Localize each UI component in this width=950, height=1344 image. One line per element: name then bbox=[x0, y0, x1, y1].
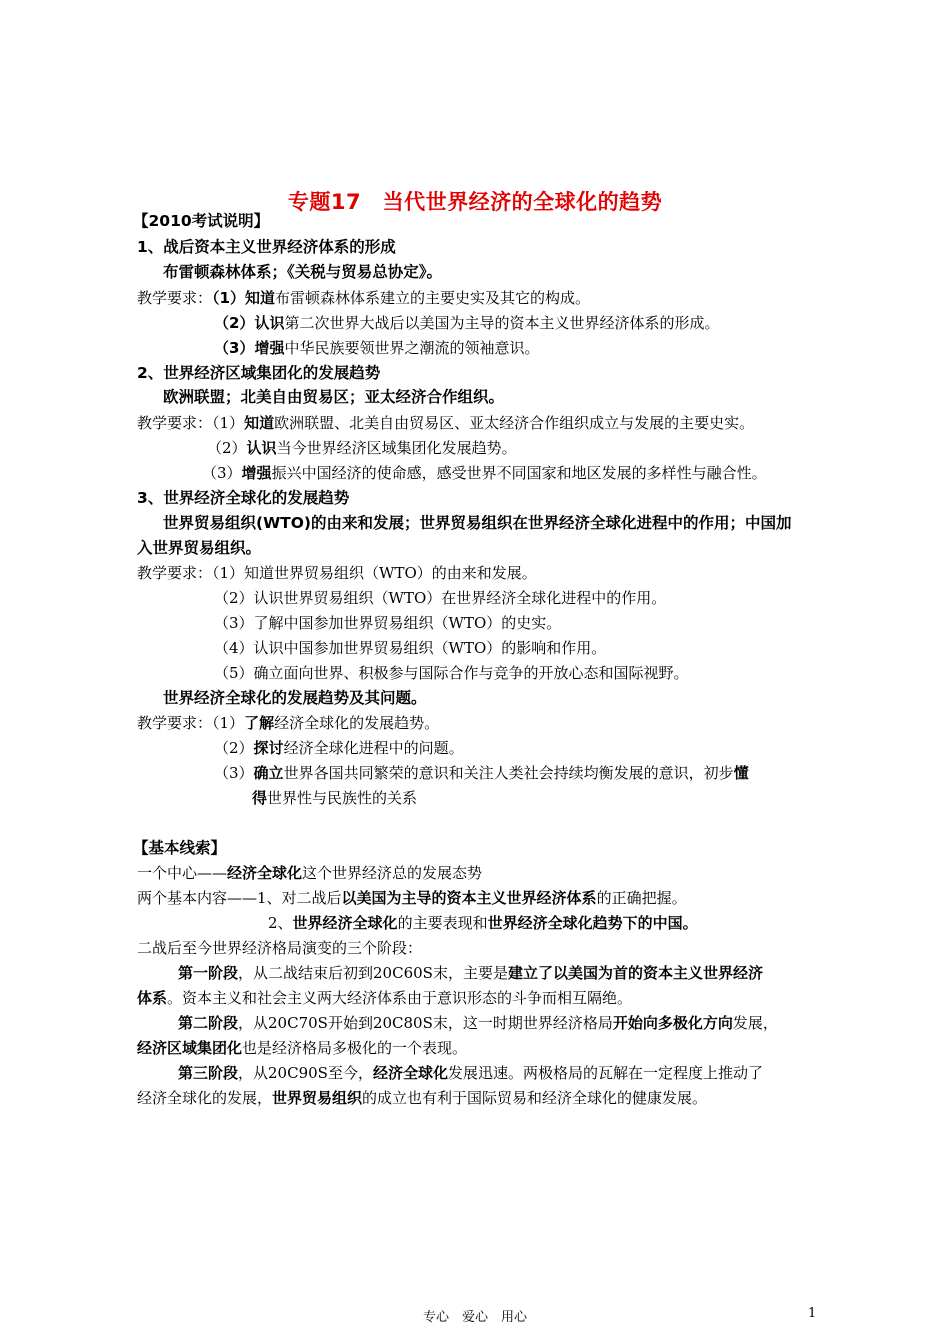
text: ，从二战结束后初到20C60S末，主要是 bbox=[238, 964, 508, 982]
req-verb: 得 bbox=[252, 789, 268, 807]
clue-line-2 bbox=[137, 888, 687, 908]
text: 2、 bbox=[268, 914, 293, 932]
text: 的主要表现和 bbox=[397, 914, 488, 932]
footer-motto: 专心 爱心 用心 bbox=[422, 1310, 527, 1325]
req-text: 经济全球化进程中的问题。 bbox=[283, 739, 464, 757]
req-num: （1） bbox=[212, 414, 245, 432]
section-1-req-3 bbox=[214, 338, 539, 358]
emphasis: 世界经济全球化趋势下的中国。 bbox=[487, 914, 698, 932]
page-number: 1 bbox=[808, 1306, 817, 1321]
emphasis: 经济全球化 bbox=[372, 1064, 448, 1082]
section-3-heading: 3、世界经济全球化的发展趋势 bbox=[137, 489, 350, 507]
req-num: （2） bbox=[214, 314, 255, 332]
emphasis: 开始向多极化方向 bbox=[612, 1014, 733, 1032]
req-verb: 了解 bbox=[244, 714, 275, 732]
section-2-req-2 bbox=[207, 438, 517, 458]
text: 的成立也有利于国际贸易和经济全球化的健康发展。 bbox=[362, 1089, 708, 1107]
section-1-req-2 bbox=[214, 313, 719, 333]
req-verb: 增强 bbox=[241, 464, 272, 482]
req-text: 第二次世界大战后以美国为主导的资本主义世界经济体系的形成。 bbox=[284, 314, 720, 332]
emphasis: 体系 bbox=[137, 989, 168, 1007]
emphasis: 以美国为主导的资本主义世界经济体系 bbox=[341, 889, 597, 907]
emphasis: 世界经济全球化 bbox=[292, 914, 398, 932]
clues-header: 【基本线索】 bbox=[133, 839, 227, 857]
req-num: （1） bbox=[212, 289, 245, 307]
clue-line-3 bbox=[268, 913, 698, 933]
req-label: 教学要求： bbox=[137, 414, 213, 432]
req-num: （2） bbox=[214, 739, 254, 757]
req-label: 教学要求： bbox=[137, 564, 213, 582]
section-3-q-3 bbox=[214, 763, 749, 783]
section-3-req-1 bbox=[137, 563, 537, 583]
emphasis: 第二阶段 bbox=[178, 1014, 239, 1032]
section-3-q-1 bbox=[137, 713, 439, 733]
req-text: 振兴中国经济的使命感，感受世界不同国家和地区发展的多样性与融合性。 bbox=[271, 464, 767, 482]
req-text: 世界各国共同繁荣的意识和关注人类社会持续均衡发展的意识，初步 bbox=[283, 764, 734, 782]
req-verb: 认识 bbox=[254, 314, 285, 332]
section-1-topics: 布雷顿森林体系；《关税与贸易总协定》。 bbox=[163, 263, 443, 281]
text: 的正确把握。 bbox=[596, 889, 687, 907]
req-verb: 知道 bbox=[244, 414, 275, 432]
req-text: 欧洲联盟、北美自由贸易区、亚太经济合作组织成立与发展的主要史实。 bbox=[274, 414, 755, 432]
emphasis: 建立了以美国为首的资本主义世界经济 bbox=[507, 964, 763, 982]
req-verb: 增强 bbox=[254, 339, 285, 357]
section-2-topics: 欧洲联盟；北美自由贸易区；亚太经济合作组织。 bbox=[163, 388, 505, 406]
emphasis: 世界贸易组织 bbox=[272, 1089, 363, 1107]
stage-2-line-1 bbox=[178, 1013, 778, 1033]
text: 这个世界经济总的发展态势 bbox=[302, 864, 483, 882]
text: 发展迅速。两极格局的瓦解在一定程度上推动了 bbox=[447, 1064, 763, 1082]
stage-2-line-2 bbox=[137, 1038, 467, 1058]
text: 。资本主义和社会主义两大经济体系由于意识形态的斗争而相互隔绝。 bbox=[167, 989, 633, 1007]
req-text: 布雷顿森林体系建立的主要史实及其它的构成。 bbox=[274, 289, 590, 307]
section-3-topics-2: 入世界贸易组织。 bbox=[137, 539, 262, 557]
emphasis: 第一阶段 bbox=[178, 964, 239, 982]
req-text: 中华民族要领世界之潮流的领袖意识。 bbox=[284, 339, 540, 357]
section-2-req-3 bbox=[202, 463, 767, 483]
section-3-topics-1: 世界贸易组织(WTO)的由来和发展；世界贸易组织在世界经济全球化进程中的作用；中国加 bbox=[163, 514, 792, 532]
text: ，从20C70S开始到20C80S末，这一时期世界经济格局 bbox=[238, 1014, 613, 1032]
emphasis: 经济全球化 bbox=[227, 864, 303, 882]
req-label: 教学要求： bbox=[137, 289, 213, 307]
req-text: 世界性与民族性的关系 bbox=[267, 789, 418, 807]
clue-line-1 bbox=[137, 863, 482, 883]
req-label: 教学要求： bbox=[137, 714, 213, 732]
req-verb: 懂 bbox=[733, 764, 749, 782]
req-num: （1） bbox=[212, 714, 245, 732]
section-2-req-1 bbox=[137, 413, 754, 433]
text: 两个基本内容——1、对二战后 bbox=[137, 889, 342, 907]
section-3-req-2: （2）认识世界贸易组织（WTO）在世界经济全球化进程中的作用。 bbox=[214, 589, 667, 607]
section-1-req-1 bbox=[137, 288, 590, 308]
req-text: 经济全球化的发展趋势。 bbox=[274, 714, 440, 732]
section-3-q-3-cont bbox=[252, 788, 417, 808]
text: 经济全球化的发展， bbox=[137, 1089, 273, 1107]
stage-1-line-2 bbox=[137, 988, 632, 1008]
section-2-heading: 2、世界经济区域集团化的发展趋势 bbox=[137, 364, 381, 382]
text: 一个中心—— bbox=[137, 864, 228, 882]
req-verb: 认识 bbox=[246, 439, 277, 457]
req-text: （1）知道世界贸易组织（WTO）的由来和发展。 bbox=[212, 564, 537, 582]
section-3-q-2 bbox=[214, 738, 464, 758]
section-1-heading: 1、战后资本主义世界经济体系的形成 bbox=[137, 238, 396, 256]
stage-3-line-2 bbox=[137, 1088, 707, 1108]
req-verb: 知道 bbox=[244, 289, 275, 307]
req-verb: 探讨 bbox=[253, 739, 284, 757]
req-num: （3） bbox=[214, 339, 255, 357]
text: 发展， bbox=[732, 1014, 778, 1032]
emphasis: 经济区域集团化 bbox=[137, 1039, 243, 1057]
req-num: （2） bbox=[207, 439, 247, 457]
emphasis: 第三阶段 bbox=[178, 1064, 239, 1082]
section-3-subheading: 世界经济全球化的发展趋势及其问题。 bbox=[163, 689, 427, 707]
section-3-req-3: （3）了解中国参加世界贸易组织（WTO）的史实。 bbox=[214, 614, 562, 632]
text: ，从20C90S至今， bbox=[238, 1064, 373, 1082]
stage-3-line-1 bbox=[178, 1063, 763, 1083]
section-3-req-4: （4）认识中国参加世界贸易组织（WTO）的影响和作用。 bbox=[214, 639, 607, 657]
req-text: 当今世界经济区域集团化发展趋势。 bbox=[276, 439, 517, 457]
section-3-req-5: （5）确立面向世界、积极参与国际合作与竞争的开放心态和国际视野。 bbox=[214, 664, 689, 682]
req-verb: 确立 bbox=[253, 764, 284, 782]
page-title: 专题17 当代世界经济的全球化的趋势 bbox=[287, 190, 663, 214]
clue-line-4: 二战后至今世界经济格局演变的三个阶段： bbox=[137, 939, 423, 957]
stage-1-line-1 bbox=[178, 963, 763, 983]
exam-header: 【2010考试说明】 bbox=[133, 212, 270, 230]
req-num: （3） bbox=[202, 464, 242, 482]
text: 也是经济格局多极化的一个表现。 bbox=[242, 1039, 468, 1057]
req-num: （3） bbox=[214, 764, 254, 782]
